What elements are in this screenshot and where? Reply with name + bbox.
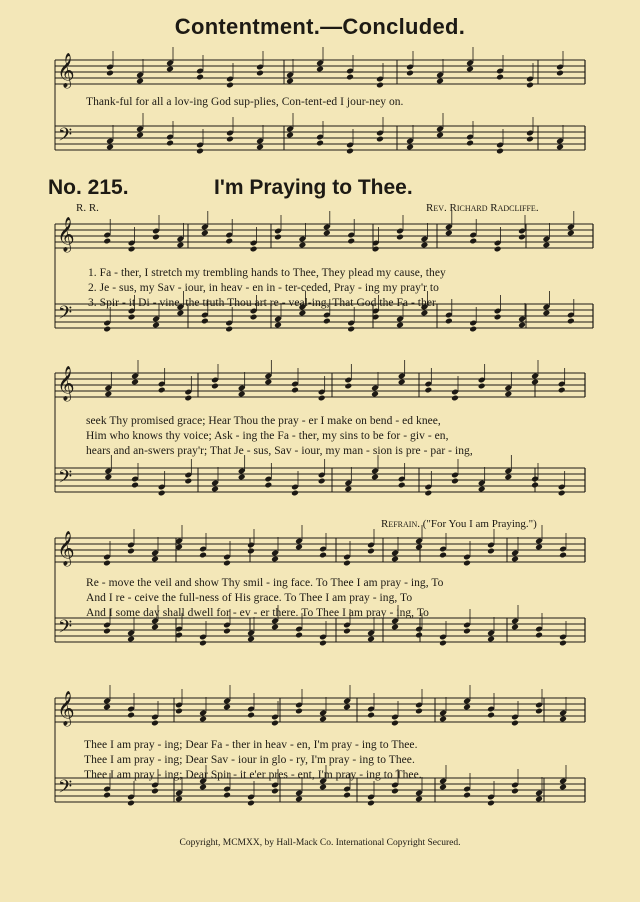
note-head <box>558 490 566 497</box>
note-head <box>176 242 184 249</box>
note-head <box>152 322 160 329</box>
note-head <box>106 70 114 77</box>
note-head <box>396 234 404 241</box>
note-head <box>494 314 502 321</box>
note-head <box>406 144 414 151</box>
note-head <box>343 560 351 567</box>
previous-hymn-title: Contentment.—Concluded. <box>174 14 466 39</box>
note-head <box>487 712 495 719</box>
note-head <box>128 246 136 253</box>
note-head <box>478 383 486 390</box>
note-head <box>201 318 209 325</box>
note-head <box>295 632 303 639</box>
note-head <box>131 379 139 386</box>
note-head <box>136 132 144 139</box>
bass-clef-icon: 𝄢 <box>58 125 73 150</box>
note-head <box>567 318 575 325</box>
note-head <box>104 391 112 398</box>
note-head <box>343 704 351 711</box>
note-head <box>295 544 303 551</box>
note-head <box>391 788 399 795</box>
note-head <box>199 716 207 723</box>
note-head <box>103 326 111 333</box>
note-head <box>271 624 279 631</box>
note-head <box>526 136 534 143</box>
note-head <box>559 552 567 559</box>
hymn-title: I'm Praying to Thee. <box>214 176 413 199</box>
note-head <box>463 560 471 567</box>
note-head <box>256 144 264 151</box>
system-2-lyrics <box>86 414 473 459</box>
note-head <box>223 792 231 799</box>
note-head <box>319 640 327 647</box>
note-head <box>211 486 219 493</box>
note-head <box>103 704 111 711</box>
refrain-note: ("For You I am Praying.") <box>422 518 537 530</box>
note-head <box>559 640 567 647</box>
note-head <box>128 314 136 321</box>
bass-clef-icon: 𝄢 <box>58 777 73 802</box>
note-head <box>151 788 159 795</box>
note-head <box>445 318 453 325</box>
note-head <box>487 800 495 807</box>
treble-clef-icon: 𝄞 <box>57 217 75 252</box>
note-head <box>152 234 160 241</box>
note-head <box>511 720 519 727</box>
bass-clef-icon: 𝄢 <box>58 467 73 492</box>
note-head <box>463 704 471 711</box>
note-head <box>346 148 354 155</box>
note-head <box>127 548 135 555</box>
note-head <box>323 230 331 237</box>
note-head <box>406 70 414 77</box>
note-head <box>343 792 351 799</box>
note-head <box>247 636 255 643</box>
note-head <box>439 552 447 559</box>
note-head <box>376 136 384 143</box>
note-head <box>127 712 135 719</box>
lyric-line: 2. Je - sus, my Sav - iour, in heav - en in - ter-ceded, Pray - ing my pray'r to <box>88 282 439 294</box>
refrain-label: Refrain. <box>381 518 420 530</box>
note-head <box>271 556 279 563</box>
note-head <box>127 636 135 643</box>
lyric-line: seek Thy promised grace; Hear Thou the pray - er I make on bend - ed knee, <box>86 415 441 427</box>
note-head <box>319 716 327 723</box>
composer-credit: R. R. <box>76 202 99 214</box>
treble-clef-icon: 𝄞 <box>57 691 75 726</box>
note-head <box>398 482 406 489</box>
note-head <box>469 326 477 333</box>
note-head <box>106 144 114 151</box>
author-credit: Rev. Richard Radcliffe. <box>426 202 539 214</box>
note-head <box>226 136 234 143</box>
note-head <box>391 624 399 631</box>
note-head <box>247 548 255 555</box>
note-head <box>424 387 432 394</box>
note-head <box>504 474 512 481</box>
lyric-line: 1. Fa - ther, I stretch my trembling hands to Thee, They plead my cause, they <box>88 267 446 279</box>
note-head <box>158 490 166 497</box>
note-head <box>319 552 327 559</box>
system-3-lyrics <box>86 576 443 621</box>
note-head <box>451 395 459 402</box>
note-head <box>424 490 432 497</box>
note-head <box>298 242 306 249</box>
note-head <box>343 628 351 635</box>
treble-clef-icon: 𝄞 <box>57 366 75 401</box>
treble-clef-icon: 𝄞 <box>57 531 75 566</box>
note-head <box>316 140 324 147</box>
note-head <box>398 379 406 386</box>
note-head <box>166 140 174 147</box>
note-head <box>367 800 375 807</box>
note-head <box>556 70 564 77</box>
note-head <box>323 318 331 325</box>
lyric-line: Him who knows thy voice; Ask - ing the Fa - ther, my sins to be for - giv - en, <box>86 430 449 442</box>
note-head <box>104 474 112 481</box>
note-head <box>175 708 183 715</box>
note-head <box>415 796 423 803</box>
note-head <box>291 387 299 394</box>
note-head <box>274 322 282 329</box>
note-head <box>445 230 453 237</box>
note-head <box>511 624 519 631</box>
note-head <box>264 482 272 489</box>
note-head <box>371 391 379 398</box>
note-head <box>103 238 111 245</box>
note-head <box>469 238 477 245</box>
bass-clef-icon: 𝄢 <box>58 617 73 642</box>
lyric-line: Re - move the veil and show Thy smil - ing face. To Thee I am pray - ing, To <box>86 577 444 589</box>
note-head <box>494 246 502 253</box>
note-head <box>250 314 258 321</box>
note-head <box>415 708 423 715</box>
note-head <box>136 78 144 85</box>
note-head <box>184 395 192 402</box>
note-head <box>415 544 423 551</box>
note-head <box>199 552 207 559</box>
note-head <box>511 556 519 563</box>
note-head <box>466 140 474 147</box>
treble-clef-icon: 𝄞 <box>57 53 75 88</box>
note-head <box>504 391 512 398</box>
note-head <box>319 784 327 791</box>
note-head <box>247 712 255 719</box>
system-1-lyrics <box>88 266 446 311</box>
refrain-heading <box>381 518 537 530</box>
note-head <box>199 784 207 791</box>
note-head <box>535 632 543 639</box>
note-head <box>247 800 255 807</box>
note-head <box>463 628 471 635</box>
note-head <box>496 148 504 155</box>
note-head <box>436 78 444 85</box>
note-head <box>347 326 355 333</box>
note-head <box>466 66 474 73</box>
lyric-line: Thee I am pray - ing; Dear Sav - iour in glo - ry, I'm pray - ing to Thee. <box>84 754 415 766</box>
note-head <box>199 640 207 647</box>
note-head <box>518 234 526 241</box>
note-head <box>439 784 447 791</box>
system-4-lyrics <box>84 738 422 783</box>
previous-hymn-lyric: Thank-ful for all a lov-ing God sup-plies, Con-tent-ed I jour-ney on. <box>86 96 404 108</box>
note-head <box>131 482 139 489</box>
note-head <box>371 474 379 481</box>
bass-clef-icon: 𝄢 <box>58 303 73 328</box>
note-head <box>526 82 534 89</box>
note-head <box>223 560 231 567</box>
note-head <box>211 383 219 390</box>
note-head <box>559 716 567 723</box>
note-head <box>567 230 575 237</box>
lyric-line: And I some day shall dwell for - ev - er there. To Thee I am pray - ing, To <box>86 607 429 619</box>
note-head <box>556 144 564 151</box>
note-head <box>439 716 447 723</box>
note-head <box>367 548 375 555</box>
note-head <box>531 379 539 386</box>
note-head <box>518 322 526 329</box>
note-head <box>184 478 192 485</box>
note-head <box>478 486 486 493</box>
note-head <box>367 636 375 643</box>
note-head <box>201 230 209 237</box>
lyric-line: And I re - ceive the full-ness of His grace. To Thee I am pray - ing, To <box>86 592 413 604</box>
note-head <box>103 560 111 567</box>
note-head <box>487 548 495 555</box>
note-head <box>196 74 204 81</box>
note-head <box>103 628 111 635</box>
note-head <box>391 556 399 563</box>
lyric-line: 3. Spir - it Di - vine, the truth Thou art re - veal-ing, That God the Fa - ther <box>88 297 436 309</box>
note-head <box>271 720 279 727</box>
note-head <box>535 708 543 715</box>
note-head <box>347 238 355 245</box>
note-head <box>376 82 384 89</box>
note-head <box>158 387 166 394</box>
lyric-line: Thee I am pray - ing; Dear Fa - ther in heav - en, I'm pray - ing to Thee. <box>84 739 418 751</box>
note-head <box>238 474 246 481</box>
note-head <box>542 242 550 249</box>
note-head <box>391 720 399 727</box>
note-head <box>103 792 111 799</box>
note-head <box>558 387 566 394</box>
lyric-line: hears and an-swers pray'r; That Je - sus, Sav - iour, my man - sion is pre - par - ing, <box>86 445 473 457</box>
note-head <box>316 66 324 73</box>
hymn-number: No. 215. <box>48 176 129 199</box>
note-head <box>511 788 519 795</box>
note-head <box>225 238 233 245</box>
note-head <box>318 478 326 485</box>
note-head <box>151 556 159 563</box>
note-head <box>271 788 279 795</box>
lyric-line: Thee I am pray - ing; Dear Spir - it e'er pres - ent, I'm pray - ing to Thee. <box>84 769 422 781</box>
note-head <box>535 796 543 803</box>
note-head <box>274 234 282 241</box>
note-head <box>451 478 459 485</box>
note-head <box>291 490 299 497</box>
note-head <box>496 74 504 81</box>
note-head <box>487 636 495 643</box>
note-head <box>542 310 550 317</box>
note-head <box>559 784 567 791</box>
note-head <box>286 132 294 139</box>
note-head <box>264 379 272 386</box>
note-head <box>531 482 539 489</box>
note-head <box>196 148 204 155</box>
note-head <box>166 66 174 73</box>
note-head <box>344 486 352 493</box>
note-head <box>535 544 543 551</box>
note-head <box>286 78 294 85</box>
note-head <box>367 712 375 719</box>
note-head <box>151 720 159 727</box>
note-head <box>295 708 303 715</box>
copyright-notice: Copyright, MCMXX, by Hall-Mack Co. International Copyright Secured. <box>179 838 461 848</box>
note-head <box>225 326 233 333</box>
note-head <box>127 800 135 807</box>
note-head <box>226 82 234 89</box>
note-head <box>436 132 444 139</box>
note-head <box>318 395 326 402</box>
note-head <box>463 792 471 799</box>
note-head <box>250 246 258 253</box>
note-head <box>344 383 352 390</box>
note-head <box>223 704 231 711</box>
note-head <box>256 70 264 77</box>
note-head <box>415 632 423 639</box>
note-head <box>295 796 303 803</box>
note-head <box>238 391 246 398</box>
note-head <box>420 242 428 249</box>
note-head <box>151 624 159 631</box>
note-head <box>346 74 354 81</box>
note-head <box>223 628 231 635</box>
note-head <box>439 640 447 647</box>
note-head <box>396 322 404 329</box>
note-head <box>175 796 183 803</box>
